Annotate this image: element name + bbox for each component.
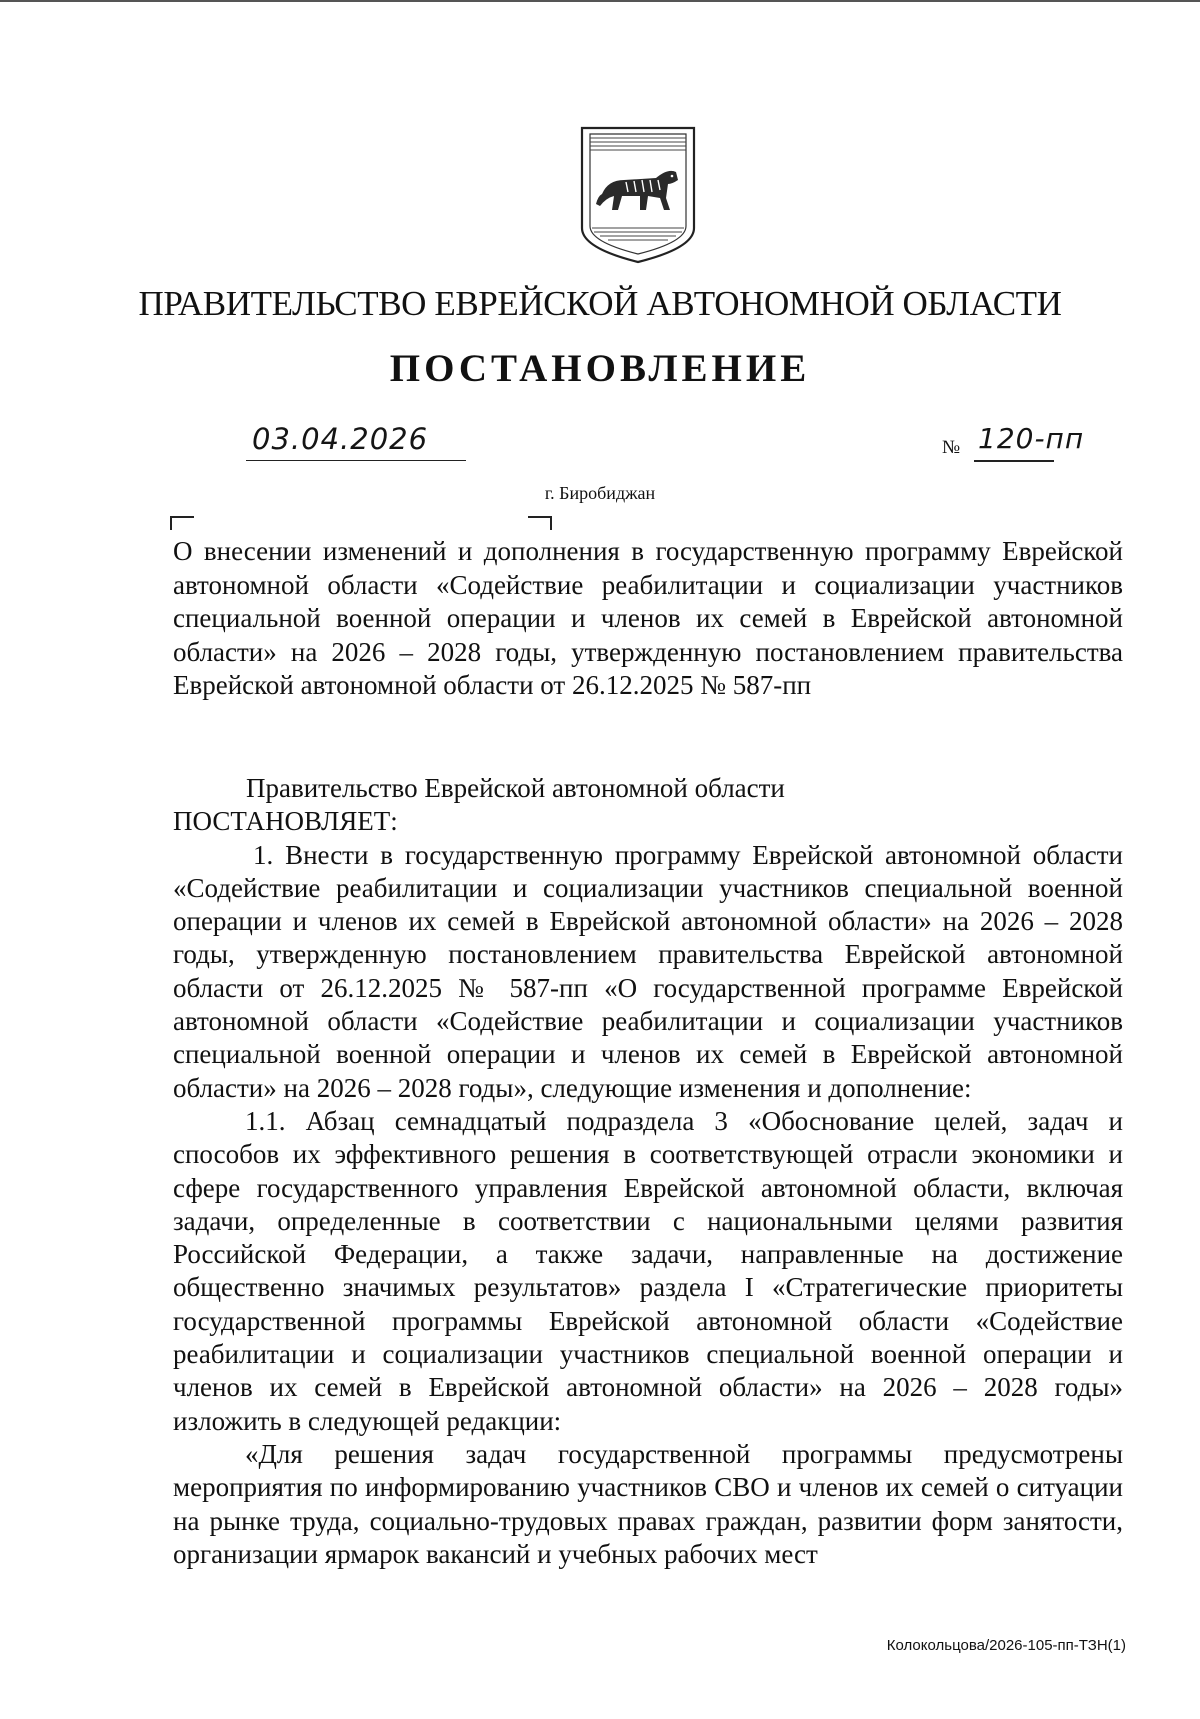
- number-sign: №: [942, 437, 961, 458]
- scan-top-edge: [0, 0, 1200, 2]
- paragraph-quote: «Для решения задач государственной программы предусмотрены мероприятия по информированию участников СВО и членов их семей о ситуации на рынке труда, социально-трудовых правах граждан, развитии форм занятости, организации ярмарок вакансий и учебных рабочих мест: [173, 1438, 1123, 1569]
- date-field: [246, 420, 466, 461]
- paragraph-1-1: 1.1. Абзац семнадцатый подраздела 3 «Обоснование целей, задач и способов их эффективного решения в соответствующей отрасли экономики и сфере государственного управления Еврейской автономной области, включая задачи, определенные в соответствии с национальными целями развития Российской Федерации, а также задачи, направленные на достижение общественно значимых результатов» раздела I «Стратегические приоритеты государственной программы Еврейской автономной области «Содействие реабилитации и социализации участников специальной военной операции и членов их семей в Еврейской автономной области» на 2026 – 2028 годы» изложить в следующей редакции:: [173, 1105, 1123, 1436]
- document-body: [173, 772, 1123, 1571]
- city-name: г. Биробиджан: [544, 483, 656, 503]
- left-corner-bracket: [170, 516, 194, 530]
- handwritten-date: 03.04.2026: [252, 422, 429, 456]
- right-corner-bracket: [528, 516, 552, 530]
- number-underline: [974, 460, 1054, 462]
- document-type-title: ПОСТАНОВЛЕНИЕ: [389, 347, 811, 390]
- resolves-heading: ПОСТАНОВЛЯЕТ:: [173, 806, 398, 837]
- footer-reference: Колокольцова/2026-105-пп-ТЗН(1): [886, 1637, 1126, 1654]
- handwritten-number: 120-пп: [978, 422, 1085, 455]
- document-number-field: [942, 420, 1092, 460]
- organization-title: ПРАВИТЕЛЬСТВО ЕВРЕЙСКОЙ АВТОНОМНОЙ ОБЛАСТИ: [138, 284, 1062, 323]
- paragraph-1: 1. Внести в государственную программу Еврейской автономной области «Содействие реабилитации и социализации участников специальной военной операции и членов их семей в Еврейской автономной области» на 2026 – 2028 годы, утвержденную постановлением правительства Еврейской автономной области от 26.12.2025 № 587-пп «О государственной программе Еврейской автономной области «Содействие реабилитации и социализации участников специальной военной операции и членов их семей в Еврейской автономной области» на 2026 – 2028 годы», следующие изменения и дополнение:: [173, 839, 1123, 1103]
- coat-of-arms-tiger-icon: [576, 124, 700, 264]
- issuing-authority: Правительство Еврейской автономной области: [246, 773, 785, 803]
- document-subject: О внесении изменений и дополнения в государственную программу Еврейской автономной области «Содействие реабилитации и социализации участников специальной военной операции и членов их семей в Еврейской автономной области» на 2026 – 2028 годы, утвержденную постановлением правительства Еврейской автономной области от 26.12.2025 № 587-пп: [173, 536, 1123, 700]
